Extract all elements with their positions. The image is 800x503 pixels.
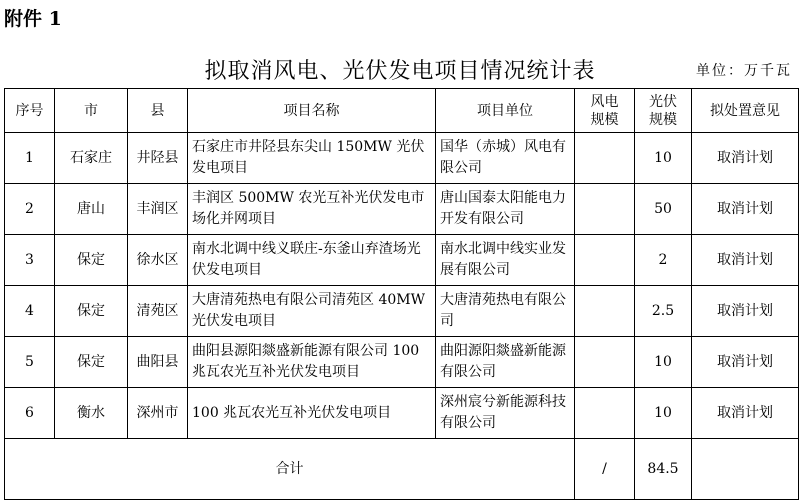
cell-city: 保定	[55, 337, 128, 388]
header-city: 市	[55, 89, 128, 133]
cell-city: 保定	[55, 286, 128, 337]
header-pv-scale	[635, 89, 692, 133]
header-county: 县	[128, 89, 188, 133]
unit-label: 单位：万千瓦	[696, 63, 792, 79]
cell-project-name: 100 兆瓦农光互补光伏发电项目	[188, 388, 436, 439]
cell-city: 石家庄	[55, 133, 128, 184]
cell-wind	[575, 388, 635, 439]
header-wind-scale	[575, 89, 635, 133]
header-pv-line2: 规模	[649, 111, 677, 128]
cell-seq: 3	[5, 235, 55, 286]
total-row	[5, 439, 799, 500]
cell-county: 曲阳县	[128, 337, 188, 388]
cell-county: 井陉县	[128, 133, 188, 184]
header-project-name: 项目名称	[188, 89, 436, 133]
cell-county: 丰润区	[128, 184, 188, 235]
cell-opinion: 取消计划	[692, 286, 799, 337]
cell-city: 唐山	[55, 184, 128, 235]
cell-project-unit: 国华（赤城）风电有限公司	[436, 133, 575, 184]
cell-opinion: 取消计划	[692, 388, 799, 439]
table-row	[5, 184, 799, 235]
cell-wind	[575, 235, 635, 286]
table-row	[5, 388, 799, 439]
cell-opinion: 取消计划	[692, 235, 799, 286]
cell-pv: 10	[635, 388, 692, 439]
statistics-table	[4, 88, 799, 500]
cell-opinion: 取消计划	[692, 337, 799, 388]
cell-wind	[575, 184, 635, 235]
header-seq: 序号	[5, 89, 55, 133]
cell-project-name: 大唐清苑热电有限公司清苑区 40MW 光伏发电项目	[188, 286, 436, 337]
cell-county: 徐水区	[128, 235, 188, 286]
table-row	[5, 235, 799, 286]
total-pv: 84.5	[635, 439, 692, 500]
cell-seq: 5	[5, 337, 55, 388]
cell-opinion: 取消计划	[692, 184, 799, 235]
total-wind: /	[575, 439, 635, 500]
header-pv-line1: 光伏	[649, 93, 677, 110]
cell-city: 保定	[55, 235, 128, 286]
header-wind-line2: 规模	[590, 111, 619, 128]
table-row	[5, 337, 799, 388]
cell-project-unit: 大唐清苑热电有限公司	[436, 286, 575, 337]
cell-wind	[575, 337, 635, 388]
cell-seq: 6	[5, 388, 55, 439]
total-opinion	[692, 439, 799, 500]
cell-county: 深州市	[128, 388, 188, 439]
header-opinion: 拟处置意见	[692, 89, 799, 133]
cell-project-unit: 曲阳源阳燚盛新能源有限公司	[436, 337, 575, 388]
cell-seq: 1	[5, 133, 55, 184]
cell-project-unit: 南水北调中线实业发展有限公司	[436, 235, 575, 286]
cell-project-name: 曲阳县源阳燚盛新能源有限公司 100 兆瓦农光互补光伏发电项目	[188, 337, 436, 388]
cell-county: 清苑区	[128, 286, 188, 337]
cell-pv: 2	[635, 235, 692, 286]
cell-wind	[575, 133, 635, 184]
cell-pv: 50	[635, 184, 692, 235]
cell-seq: 2	[5, 184, 55, 235]
cell-opinion: 取消计划	[692, 133, 799, 184]
header-row	[5, 89, 799, 133]
header-project-unit: 项目单位	[436, 89, 575, 133]
attachment-label: 附件 1	[4, 8, 62, 30]
cell-wind	[575, 286, 635, 337]
cell-pv: 2.5	[635, 286, 692, 337]
cell-project-unit: 唐山国泰太阳能电力开发有限公司	[436, 184, 575, 235]
total-label: 合计	[5, 439, 575, 500]
cell-pv: 10	[635, 133, 692, 184]
cell-project-name: 石家庄市井陉县东尖山 150MW 光伏发电项目	[188, 133, 436, 184]
cell-project-unit: 深州宸兮新能源科技有限公司	[436, 388, 575, 439]
table-row	[5, 286, 799, 337]
cell-seq: 4	[5, 286, 55, 337]
header-wind-line1: 风电	[590, 93, 619, 110]
cell-project-name: 丰润区 500MW 农光互补光伏发电市场化并网项目	[188, 184, 436, 235]
cell-pv: 10	[635, 337, 692, 388]
table-row	[5, 133, 799, 184]
cell-project-name: 南水北调中线义联庄-东釜山弃渣场光伏发电项目	[188, 235, 436, 286]
cell-city: 衡水	[55, 388, 128, 439]
page-title: 拟取消风电、光伏发电项目情况统计表	[204, 59, 596, 84]
